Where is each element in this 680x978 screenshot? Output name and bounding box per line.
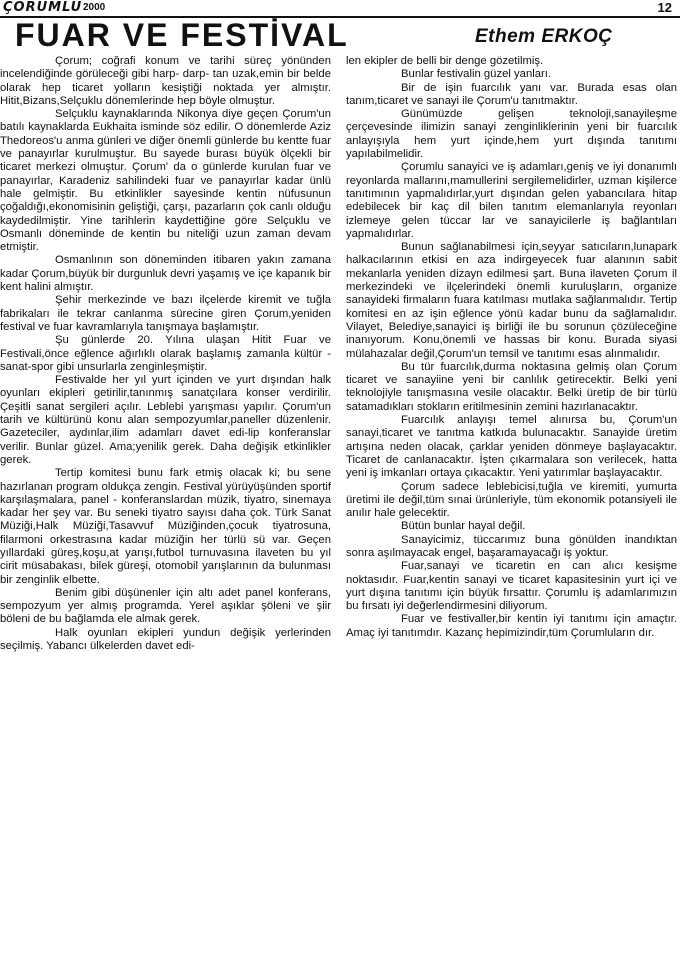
paragraph: Sanayicimiz, tüccarımız buna gönülden inandıktan sonra aşılmayacak engel, başaramayacağı iş yoktur. [346, 533, 677, 559]
paragraph: Fuar ve festivaller,bir kentin iyi tanıtımı için amaçtır. Amaç iyi tanıtımdır. Kazanç hepimizindir,tüm Çorumluların dır. [346, 613, 677, 639]
paragraph: Günümüzde gelişen teknoloji,sanayileşme çerçevesinde ilimizin sanayi zenginliklerinin yeni bir fuarcılık anlayışıyla hem yurt içinde,hem yurt dışında tanıtımı yapılabilmelidir. [346, 108, 677, 161]
paragraph: Bunlar festivalin güzel yanları. [401, 68, 552, 81]
paragraph: Fuarcılık anlayışı temel alınırsa bu, Çorum'un sanayi,ticaret ve tanıtma katkıda bulunacaktır. Sanayide üretim artışına neden olacak, çarklar yeniden dönmeye başlayacaktır. Ticaret de canlanacaktır. İşten çıkarmalara son verilecek, hatta yeni iş imkanları ortaya çıkacaktır. Yeni yatırımlar başlayacaktır. [346, 414, 677, 480]
paragraph: Bir de işin fuarcılık yanı var. Burada esas olan tanım,ticaret ve sanayi ile Çorum'u tanıtmaktır. [346, 81, 677, 107]
paragraph: Benim gibi düşünenler için altı adet panel konferans, sempozyum yer almış programda. Yerel aşıklar şöleni ve şiir böleni de bu bağlamda ele almak gerek. [0, 586, 331, 626]
paragraph: Çorum; coğrafi konum ve tarihi süreç yönünden incelendiğinde görüleceği gibi harp- darp- tan uzak,emin bir belde olarak hep ticaret yolların kesiştiği noktada yer almıştır. Hitit,Bizans,Selçuklu dönemlerinde hep böyle olmuştur. [0, 55, 331, 107]
left-column [0, 55, 331, 653]
newspaper-brand: ÇORUMLU [3, 0, 83, 15]
paragraph: Bu tür fuarcılık,durma noktasına gelmiş olan Çorum ticaret ve sanayiine yeni bir canlılık getirecektir. Belki yeni teknolojiyle tanışmasına vesile olacaktır. Belki üretip de bir türlü satamadıkları stokların eritilmesinin zemini hazırlanacaktır. [346, 360, 677, 413]
paragraph: Halk oyunları ekipleri yundun değişik yerlerinden seçilmiş. Yabancı ülkelerden davet edi- [0, 626, 331, 653]
paragraph: Şu günlerde 20. Yılına ulaşan Hitit Fuar ve Festivali,önce eğlence ağırlıklı olarak başlamış zamanla kültür -sanat-spor gibi unsurlarla zenginleşmiştir. [0, 334, 331, 373]
page-number: 12 [657, 0, 672, 15]
page-header [0, 0, 680, 16]
article-author: Ethem ERKOÇ [475, 26, 613, 47]
paragraph: Festivalde her yıl yurt içinden ve yurt dışından halk oyunları ekipleri getirilir,tanınmış sanatçılara konser verdirilir. Çeşitli sanat sergileri açılır. Leblebi yarışması yapılır. Çorum'un tarih ve kültürünü konu alan sempozyumlar,paneller düzenlenir. Gazeteciler, aydınlar,ilim adamları davet edi-lip konferanslar verilir. Bunlar güzel. Ama;yenilik gerek. Daha değişik etkinlikler gerek. [0, 374, 331, 466]
paragraph: Fuar,sanayi ve ticaretin en can alıcı kesişme noktasıdır. Fuar,kentin sanayi ve ticaret kapasitesinin yurt içi ve yurt dışına tanıtımı için büyük fırsattır. Çorumlu iş adamlarımızın bu fırsatı iyi değerlendirmesini diliyorum. [346, 560, 677, 613]
right-column [346, 55, 677, 640]
paragraph: Şehir merkezinde ve bazı ilçelerde kiremit ve tuğla fabrikaları ile tekrar canlanma sürecine giren Çorum,yeniden festival ve fuar kavramlarıyla tanışmaya başlamıştır. [0, 294, 331, 333]
paragraph: len ekipler de belli bir denge gözetilmiş. [346, 55, 544, 67]
paragraph: Çorumlu sanayici ve iş adamları,geniş ve iyi donanımlı reyonlarda mallarını,mamullerini sergilemelidirler, uzman kişilerce tanıtımının yapmalıdırlar,yurt dışından gelen yabancılara hitap edebilecek bir kaç dil bilen tanıtım elemanlarıyla reyonları izlemeye gelen tüccar lar ve sanayicilerle iş bağlantıları yapmalıdırlar. [346, 161, 677, 240]
paragraph: Osmanlının son döneminden itibaren yakın zamana kadar Çorum,büyük bir durgunluk devri yaşamış ve içe kapanık bir kent halini almıştır. [0, 254, 331, 294]
paragraph: Tertip komitesi bunu fark etmiş olacak ki; bu sene hazırlanan program oldukça zengin. Festival yürüyüşünden sportif karşılaşmalara, panel - konferanslardan müzik, tiyatro, sinemaya kadar her şey var. Bu seneki tiyatro sayısı daha çok. Türk Sanat Müziği,Halk Müziği,Tasavvuf Müziğinden,çocuk tiyatrosuna, filarmoni orkestrasına kadar müziğin her türlü sü var. Geçen yıllardaki güreş,koşu,at yarışı,futbol turnuvasına ilaveten bu yıl cirit müsabakası, bilek güreşi, otomobil yarışlarının da bulunması bir zenginlik elbette. [0, 467, 331, 586]
paragraph: Çorum sadece leblebicisi,tuğla ve kiremiti, yumurta üretimi ile değil,tüm sınai ürünleriyle, tüm ekonomik potansiyeli ile anılır hale gelecektir. [346, 480, 677, 520]
article-title: FUAR VE FESTİVAL [15, 17, 349, 53]
issue-year: 2000 [83, 2, 106, 13]
paragraph: Selçuklu kaynaklarında Nikonya diye geçen Çorum'un batılı kaynaklarda Eukhaita isminde söz edilir. O dönemlerde Aziz Thedoreos'u anma günleri ve diğer önemli günlerde bu kentte fuar ve panayırlar kurulmuştur. Bu sayede burası büyük ölçekli bir ticaret merkezi olmuştur. Çorum' da o günlerde kurulan fuar ve panayırlar, Karadeniz sahilindeki fuar ve panayırlar kadar ünlü hale gelmiştir. Bu etkinlikler sayesinde kentin nüfusunun çoğaldığı,ekonomisinin geliştiği, çarşı, pazarların çok canlı olduğu kaydedilmiştir. Yine tarihlerin kaydettiğine göre Selçuklu ve Osmanlı döneminde de kentin bu niteliği uzun zaman devam etmiştir. [0, 108, 331, 254]
paragraph: Bunun sağlanabilmesi için,seyyar satıcıların,lunapark halkacılarının etkisi en aza indirgeyecek fuar alanının sabit mekanlarla yeniden dizayn edilmesi şart. Buna ilaveten Çorum il merkezindeki ve ilçelerindeki önemli kuruluşların, organize sanayideki firmaların fuara katılması mutlaka sağlanmalıdır. Tertip komitesi en az işin eğlence yönü kadar bunu da sağlamalıdır. Vilayet, Belediye,sanayici iş birliği ile bu sorunun çözüleceğine inanıyorum. Konu,önemli ve hassas bir konu. Burada siyasi mülahazalar değil,Çorum'un temsil ve tanıtımı esas alınmalıdır. [346, 241, 677, 360]
paragraph: Bütün bunlar hayal değil. [401, 520, 526, 533]
